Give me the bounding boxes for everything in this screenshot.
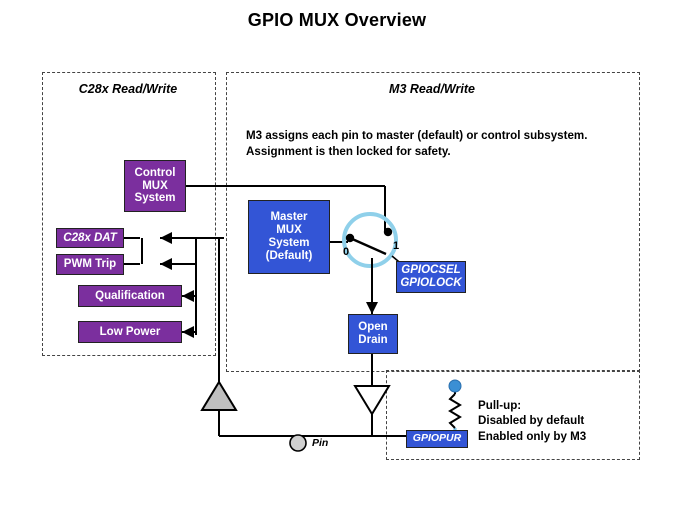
- page-title: GPIO MUX Overview: [247, 10, 427, 30]
- pullup-line1: Pull-up:: [478, 399, 522, 412]
- control-mux-line1: Control: [134, 166, 176, 179]
- group-m3-label: M3 Read/Write: [389, 82, 475, 96]
- pin-label: Pin: [312, 437, 329, 449]
- control-mux-line2: MUX: [142, 179, 168, 192]
- master-mux-line4: (Default): [265, 249, 313, 262]
- block-pwm-trip: PWM Trip: [56, 254, 124, 275]
- block-gpiocsel-gpiolock: [396, 261, 466, 293]
- control-mux-line3: System: [134, 192, 176, 205]
- block-open-drain: [348, 314, 398, 354]
- group-c28x-label: C28x Read/Write: [78, 82, 178, 96]
- block-c28x-dat: C28x DAT: [56, 228, 124, 248]
- pullup-line3: Enabled only by M3: [478, 429, 587, 443]
- mux-label-zero: 0: [343, 246, 350, 258]
- master-mux-line3: System: [268, 237, 310, 249]
- gpiocsel-line1: GPIOCSEL: [401, 264, 461, 277]
- pullup-text: [478, 398, 586, 444]
- block-gpiopur: GPIOPUR: [406, 430, 468, 448]
- m3-note: M3 assigns each pin to master (default) or control subsystem. Assignment is then locked for safety.: [246, 129, 588, 158]
- block-qualification: Qualification: [78, 285, 182, 307]
- master-mux-line2: MUX: [276, 224, 302, 237]
- open-drain-line2: Drain: [358, 334, 388, 346]
- open-drain-line1: Open: [358, 321, 388, 334]
- block-low-power: Low Power: [78, 321, 182, 343]
- block-control-mux-system: [124, 160, 186, 212]
- block-master-mux-system: [248, 200, 330, 274]
- gpiolock-line2: GPIOLOCK: [400, 277, 462, 289]
- master-mux-line1: Master: [270, 211, 308, 224]
- pullup-line2: Disabled by default: [478, 414, 585, 428]
- mux-label-one: 1: [393, 240, 400, 252]
